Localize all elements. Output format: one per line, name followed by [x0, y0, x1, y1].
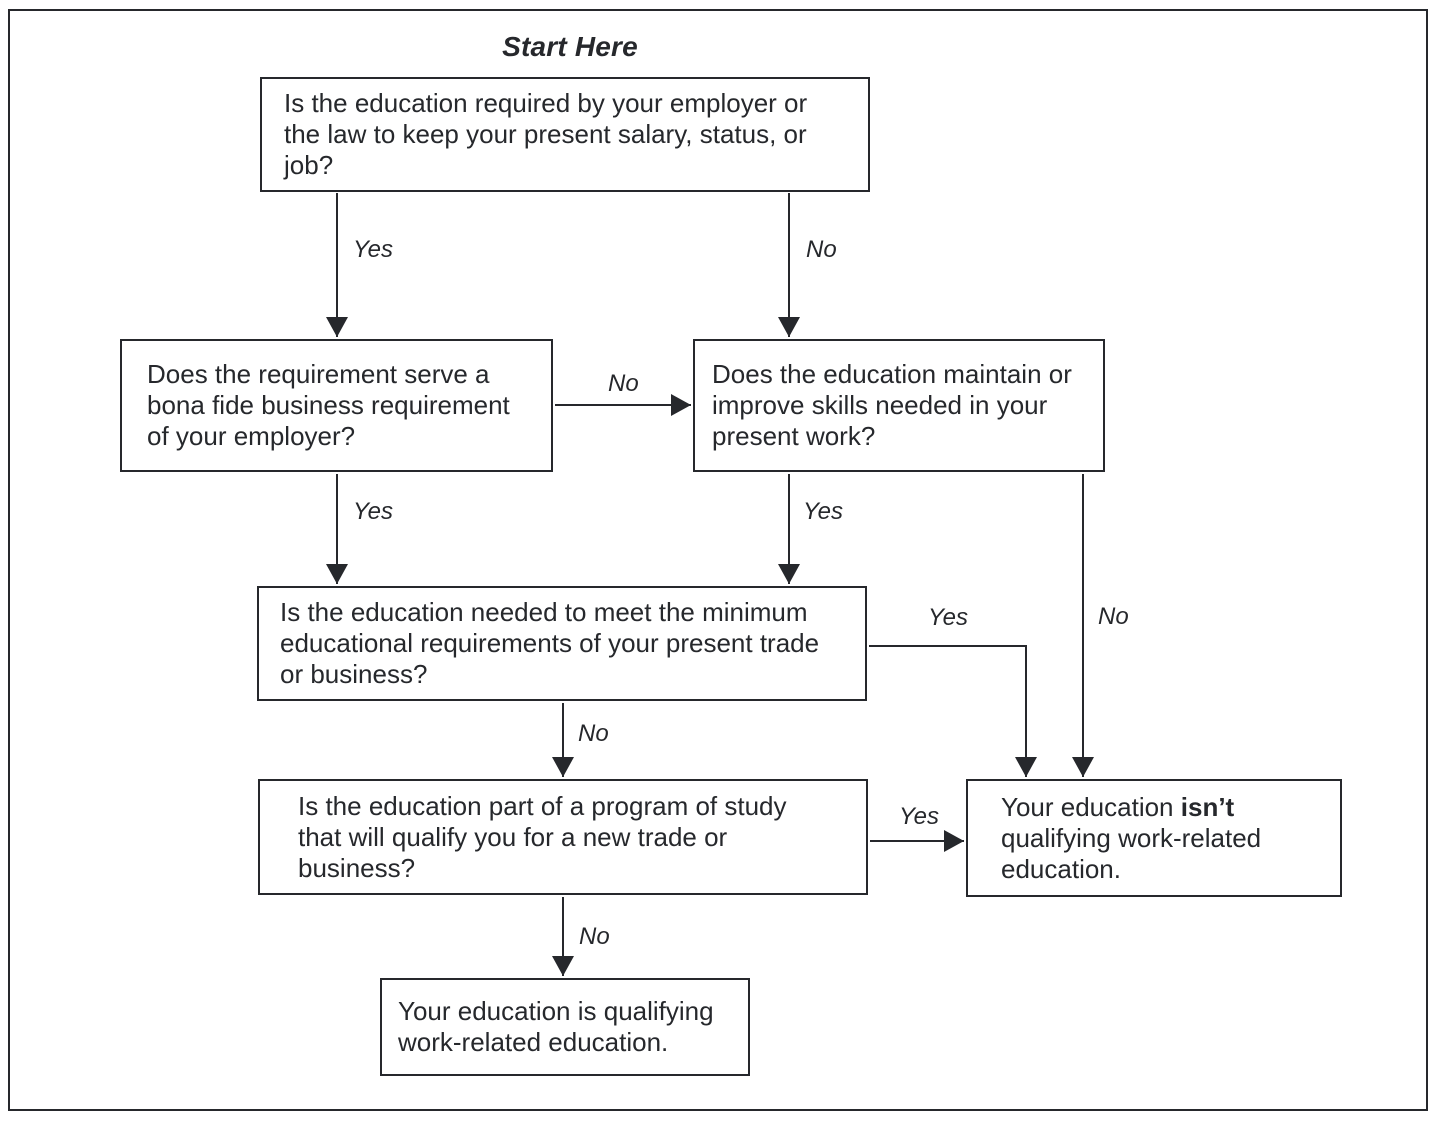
- edge-label-q4-yes: Yes: [928, 604, 969, 631]
- outcome-not-bold-word: isn’t: [1180, 791, 1235, 822]
- decision-box-maintain-improve-skills: [693, 339, 1105, 472]
- outcome-box-qualifying: [380, 978, 750, 1076]
- edge-label-q1-yes: Yes: [353, 236, 394, 263]
- node-text-line: Is the education part of a program of study: [298, 790, 787, 821]
- edge-label-q5-yes: Yes: [899, 803, 940, 830]
- node-text-line: work-related education.: [398, 1027, 669, 1057]
- edge-label-q2-yes: Yes: [353, 498, 394, 525]
- decision-box-bona-fide-requirement: [120, 339, 553, 472]
- arrow-q4-yes: [869, 646, 1026, 777]
- node-text-line: job?: [284, 150, 334, 180]
- edge-label-q3-no: No: [1098, 603, 1129, 630]
- edge-label-q2-no: No: [608, 370, 639, 397]
- node-text-line: educational requirements of your present trade: [280, 628, 820, 658]
- node-text-line: Does the education maintain or: [712, 359, 1072, 389]
- node-text-line: Does the requirement serve a: [147, 359, 490, 389]
- edge-label-q5-no: No: [579, 923, 610, 950]
- node-text-line: the law to keep your present salary, status, or: [284, 119, 807, 149]
- decision-box-new-trade-program: [258, 779, 868, 895]
- decision-box-minimum-requirements: [257, 586, 867, 701]
- node-text-line: Your education is qualifying: [398, 996, 714, 1026]
- diagram-title: Start Here: [502, 31, 638, 62]
- outcome-not-text: Your education: [1001, 791, 1174, 822]
- node-text-line: that will qualify you for a new trade or: [298, 821, 728, 852]
- node-text-line: bona fide business requirement: [147, 390, 510, 420]
- node-text-line: education.: [1001, 853, 1121, 884]
- node-text-line: qualifying work-related: [1001, 822, 1262, 853]
- edge-label-q3-yes: Yes: [803, 498, 844, 525]
- node-text-line: Is the education needed to meet the minimum: [280, 597, 808, 627]
- edge-label-q1-no: No: [806, 236, 837, 263]
- node-text-line: improve skills needed in your: [712, 390, 1048, 420]
- node-text-line: present work?: [712, 421, 876, 451]
- node-text-line: [1001, 792, 1332, 823]
- edge-label-q4-no: No: [578, 720, 609, 747]
- node-text-line: of your employer?: [147, 421, 356, 451]
- outcome-box-not-qualifying: [966, 779, 1342, 897]
- decision-box-employer-required: [260, 77, 870, 192]
- node-text-line: or business?: [280, 659, 428, 689]
- node-text-line: Is the education required by your employer or: [284, 88, 808, 118]
- node-text-line: business?: [298, 852, 416, 883]
